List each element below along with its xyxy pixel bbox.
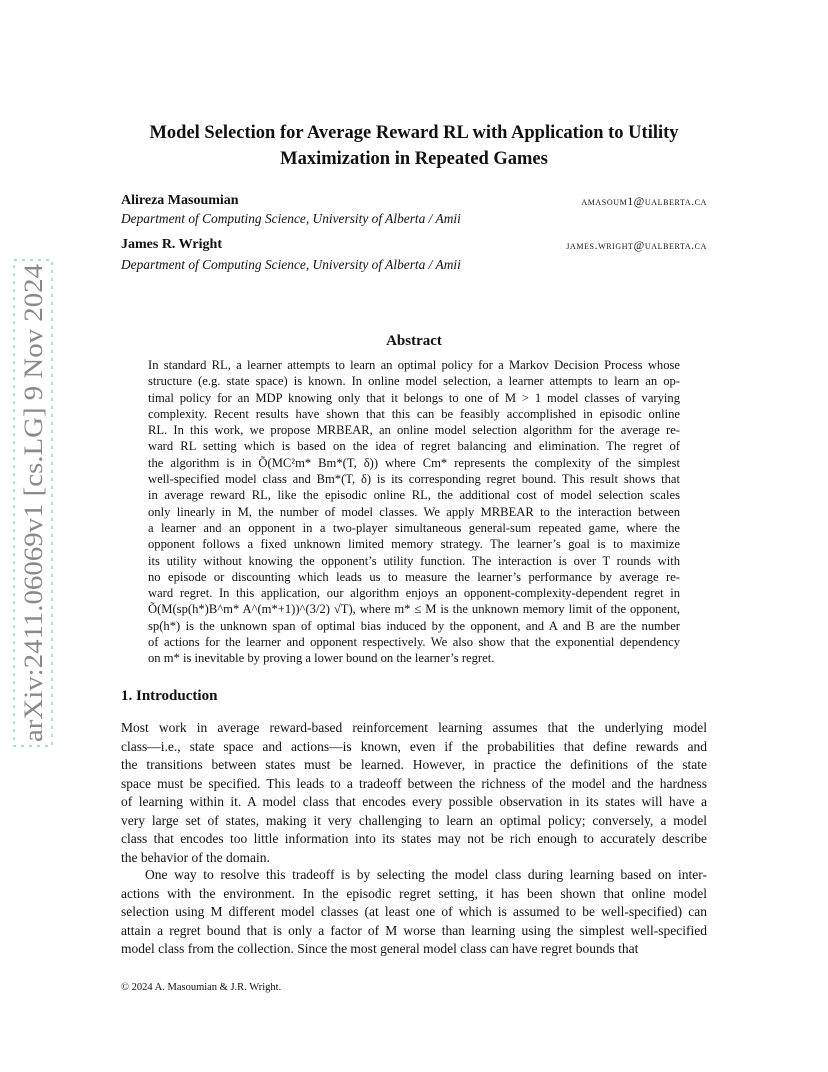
text-line: timal policy for an MDP knowing only that it belongs to one of M > 1 model classes of varying — [148, 390, 680, 405]
text-line: complexity. Recent results have shown that this can be feasibly accomplished in episodic online — [148, 406, 680, 421]
author-name: Alireza Masoumian — [121, 193, 239, 208]
text-line: Most work in average reward-based reinforcement learning assumes that the underlying model — [121, 720, 707, 735]
text-line: its utility without knowing the opponent’s utility function. The interaction is over T rounds with — [148, 553, 680, 568]
author-affiliation: Department of Computing Science, University of Alberta / Amii — [121, 257, 461, 272]
arxiv-stamp — [8, 258, 58, 748]
author-affiliation: Department of Computing Science, University of Alberta / Amii — [121, 211, 461, 226]
title-line-1: Model Selection for Average Reward RL with Application to Utility — [149, 123, 679, 143]
author-name: James R. Wright — [121, 237, 222, 252]
copyright-footer: © 2024 A. Masoumian & J.R. Wright. — [121, 982, 282, 993]
text-line: a learner and an opponent in a two-player simultaneous general-sum repeated game, where the — [148, 520, 680, 535]
text-line: on m* is inevitable by proving a lower bound on the learner’s regret. — [148, 651, 495, 666]
arxiv-stamp-text: arXiv:2411.06069v1 [cs.LG] 9 Nov 2024 — [19, 311, 48, 742]
text-line: in average reward RL, like the episodic online RL, the additional cost of model selection scales — [148, 488, 680, 503]
text-line: In standard RL, a learner attempts to learn an optimal policy for a Markov Decision Process whose — [148, 358, 680, 372]
author-email[interactable]: amasoum1@ualberta.ca — [581, 196, 707, 208]
abstract-text — [148, 357, 680, 667]
text-line: opponent follows a fixed unknown limited memory strategy. The learner’s goal is to maximize — [148, 537, 680, 552]
text-line: very large set of states, making it very challenging to learn an optimal policy; conversely, a model — [121, 812, 707, 828]
title-line-2: Maximization in Repeated Games — [280, 149, 548, 169]
text-line: attain a regret bound that is only a factor of M worse than learning using the simplest well-specified — [121, 922, 707, 938]
intro-paragraph-1 — [121, 719, 707, 867]
text-line: the algorithm is in Õ(MC²m* Bm*(T, δ)) where Cm* represents the complexity of the simplest — [148, 455, 680, 470]
text-line: actions with the environment. In the episodic regret setting, it has been shown that online model — [121, 885, 707, 901]
text-line: of actions for the learner and opponent respectively. We also show that the exponential dependency — [148, 635, 680, 650]
text-line: space must be specified. This leads to a tradeoff between the richness of the model and the hardness — [121, 775, 707, 791]
text-line: the behavior of the domain. — [121, 849, 270, 865]
paper-title — [110, 120, 718, 172]
intro-paragraph-2 — [121, 866, 707, 959]
text-line: sp(h*) is the unknown span of optimal bias induced by the opponent, and A and B are the number — [148, 618, 680, 633]
text-line: selection using M different model classes (at least one of which is assumed to be well-specified) can — [121, 904, 707, 919]
text-line: ward RL setting which is based on the idea of regret balancing and elimination. The regret of — [148, 439, 680, 454]
text-line: ward regret. In this application, our algorithm enjoys an opponent-complexity-dependent regret in — [148, 586, 680, 601]
abstract-heading: Abstract — [386, 333, 442, 349]
text-line: RL. In this work, we propose MRBEAR, an online model selection algorithm for the average re- — [148, 423, 680, 438]
text-line: well-specified model class and Bm*(T, δ) is its corresponding regret bound. This result shows that — [148, 472, 680, 487]
text-line: class—i.e., state space and actions—is known, even if the probabilities that define rewards and — [121, 738, 707, 754]
text-line: no episode or discounting which leads us to measure the learner’s performance by average re- — [148, 569, 680, 584]
text-line: class that encodes too little information into its states may not be rich enough to accurately describe — [121, 831, 707, 846]
text-line: Õ(M(sp(h*)B^m* A^(m*+1))^(3/2) √T), where m* ≤ M is the unknown memory limit of the opponent, — [148, 602, 680, 617]
text-line: structure (e.g. state space) is known. In online model selection, a learner attempts to learn an op- — [148, 374, 680, 389]
text-line: the transitions between states must be learned. However, in practice the definitions of the state — [121, 757, 707, 772]
section-title: 1. Introduction — [121, 688, 218, 704]
text-line: model class from the collection. Since the most general model class can have regret bounds that — [121, 941, 639, 956]
author-email[interactable]: james.wright@ualberta.ca — [566, 240, 707, 252]
text-line: only linearly in M, the number of model classes. We apply MRBEAR to the interaction between — [148, 504, 680, 519]
text-line: of learning within it. A model class that encodes every possible observation in its states will have a — [121, 794, 707, 809]
text-line: One way to resolve this tradeoff is by selecting the model class during learning based on inter- — [145, 867, 707, 882]
